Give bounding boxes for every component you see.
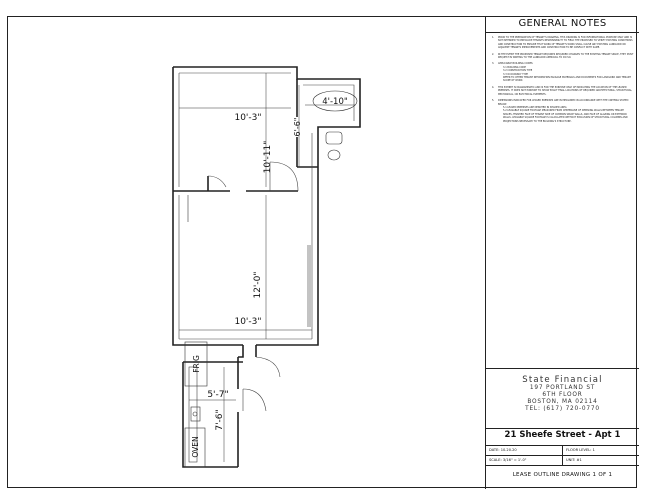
door-swing <box>270 162 298 191</box>
note-item <box>492 36 634 50</box>
dim-upper-height: 10'-11" <box>263 140 273 174</box>
info-date: DATE: 10.20.20 <box>489 448 517 452</box>
note-sub-item: 3.3 OCCUPANCY TYPE <box>503 72 528 76</box>
dim-kitchen-height: 7'-6" <box>215 409 225 431</box>
oven-label: OVEN <box>191 436 200 458</box>
note-sub-item: 3.1 BUILDING CODE <box>503 65 526 69</box>
info-row <box>486 446 639 456</box>
note-number: 5. <box>492 99 495 103</box>
note-text: DIMENSIONS INDICATED FOR LEASED PREMISES ARE IN MEASURED IN ACCORDANCE WITH THE CRITERIA STATED BELOW: <box>498 99 629 106</box>
outer-wall <box>173 67 360 345</box>
dim-bath-width: 4'-10" <box>322 97 348 107</box>
company-address-1: 197 PORTLAND ST <box>529 385 596 391</box>
dim-lower-height: 12'-0" <box>253 271 263 299</box>
notes-body <box>492 36 634 126</box>
note-sub-item: REFER TO OTHER TENANT INFORMATION PACKAGE MATERIALS AND DOCUMENTS FOR LANDLORD AND TENANT SCOPE OF WORK <box>503 76 631 83</box>
door-swing <box>243 389 266 411</box>
company-block <box>486 369 639 427</box>
note-item <box>492 53 634 60</box>
company-address-3: BOSTON, MA 02114 <box>527 399 598 405</box>
company-phone: TEL: (617) 720-0770 <box>525 406 600 412</box>
property-address: 21 Sheefe Street - Apt 1 <box>504 430 621 440</box>
note-text: IN THE EVENT THE PROPOSED TENANT REQUIRES REQUIRED CHANGES TO THE EXISTING TENANT SPACE, THEY MUST REQUEST IN WRITING TO THE LANDLORD APPROVAL TO DO SO. <box>498 52 634 60</box>
floor-plan <box>8 17 484 489</box>
note-number: 4. <box>492 85 495 89</box>
company-address-2: 6TH FLOOR <box>542 392 583 398</box>
note-text: THIS EXHIBIT IS DIAGRAMMATIC AND IS FOR THE PURPOSE ONLY OF INDICATING THE LOCATION OF THE LEASED PREMISES. IT DOES NOT PURPORT TO SHOW EXACT FINAL LOCATIONS OF REQUIRED ARCHITECTURAL, STRUCTURAL, MECHANICAL, OR ELECTRICAL ELEMENTS. <box>498 85 633 96</box>
dim-bath-height: 6'-6" <box>293 117 302 137</box>
note-item <box>492 86 634 96</box>
dim-kitchen-width: 5'-7" <box>207 390 229 400</box>
dim-lower-width: 10'-3" <box>234 317 262 327</box>
note-number: 2. <box>492 52 495 56</box>
title-block <box>485 16 639 489</box>
drawing-footer: LEASE OUTLINE DRAWING 1 OF 1 <box>512 472 613 478</box>
notes-title: GENERAL NOTES <box>486 16 639 33</box>
info-row <box>486 456 639 466</box>
info-floor: FLOOR LEVEL: 1 <box>562 446 639 455</box>
info-grid <box>486 445 639 466</box>
info-unit: UNIT: #1 <box>562 456 639 465</box>
note-sub-item: 5.2 LEASABLE SQUARE FOOTAGE MEASURED FROM CENTERLINE OF DEMISING WALLS BETWEEN TENANT SPACES, FINISHED FACE OF TENANT SIDE OF COMMON SPACE WALLS, AND FACE OF GLAZING OR EXTERIOR WALLS. LEASABLE SQUARE FOOTAGE IS CALCULATED WITHOUT EXCLUSION OF STRUCTURAL COLUMNS AND PROJECTIONS NECESSARY TO THE BUILDING'S STRUCTURE. <box>503 109 628 123</box>
door-swing <box>208 176 226 187</box>
drawing-sheet <box>7 16 637 488</box>
note-sub-item: 3.2 CONSTRUCTION TYPE <box>503 69 533 73</box>
frig-label: FRIG <box>192 355 201 373</box>
dim-top-width: 10'-3" <box>234 113 262 123</box>
divider <box>486 428 639 429</box>
note-item <box>492 99 634 123</box>
note-text: PRIOR TO THE PREPARATION OF TENANT'S DRAWING. THIS DRAWING IS FOR INFORMATIONAL PURPOSE ONLY AND IS NOT INTENDED TO PRECLUDE TENANTS RESPONSIBILITY TO FIELD THE PROPOSED TO VERIFY EXISTING CONDITIONS AND CONSTRUCTION TO ENSURE THAT WORK OF TENANT'S WORK SHALL CAUSE ANY EXISTING LANDLORD OR ADJACENT TENANTS IMPROVEMENTS AND CONSTRUCTION TO BE CONFLICT WITH SAME. <box>498 36 633 50</box>
info-scale: SCALE: 3/16" = 1'-0" <box>489 458 527 462</box>
note-text: APPLICABLE BUILDING CODES: <box>498 62 534 66</box>
note-sub-item: 5.1 LEASED PREMISES ARE DENOTED IN SHADED AREA <box>503 105 567 109</box>
company-name: State Financial <box>522 375 603 385</box>
outer-wall-left <box>173 67 243 345</box>
note-number: 1. <box>492 36 495 39</box>
note-item <box>492 62 634 82</box>
note-number: 3. <box>492 62 495 66</box>
